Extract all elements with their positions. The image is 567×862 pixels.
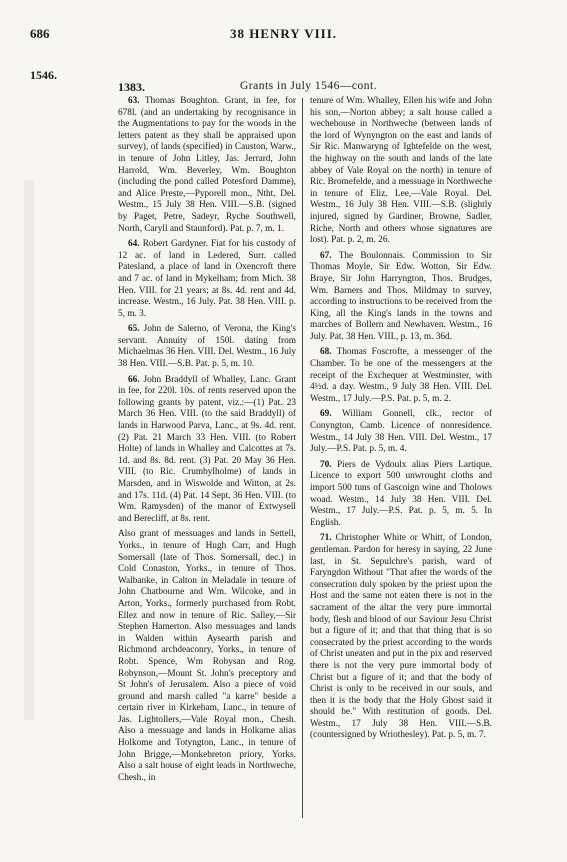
page-header bbox=[0, 26, 567, 42]
entry-text: John Braddyll of Whalley, Lanc. Grant in fee, for 220l. 10s. of rents reserved upon the following grants by patent, viz.:—(1) Pat. 23 March 36 Hen. VIII. (to the said Braddyll) of lands in Harwood Parva, Lanc., at 9s. 4d. rent. (2) Pat. 21 March 33 Hen. VIII. (to Robert Holte) of lands in Whalley and Calcottes at 7s. 1d. and 8s. 8d. rent. (3) Pat. 20 May 36 Hen. VIII. (to Ric. Crumbylholme) of lands in Marsden, and in Wiswolde and Witton, at 2s. and 17s. 11d. (4) Pat. 14 Sept. 36 Hen. VIII. (to Wm. Ramysden) of the manor of Extwysell and Berecliff, at 8s. rent. bbox=[118, 374, 296, 524]
entry-text: Thomas Foscrofte, a messenger of the Chamber. To be one of the messengers at the receipt of the Exchequer at Westminster, with 4½d. a day. Westm., 9 July 38 Hen. VIII. Del. Westm., 17 July.—P.S. Pat. p. 5, m. 2. bbox=[310, 347, 493, 404]
entry-text: John de Salerno, of Verona, the King's servant. Annuity of 150l. dating from Michaelmas 36 Hen. VIII. Del. Westm., 16 July 38 Hen. VIII.—S.B. Pat. p. 5, m. 10. bbox=[118, 324, 297, 370]
entry-number: 69. bbox=[320, 409, 332, 420]
watermark-stamp bbox=[22, 180, 36, 720]
entry-text: Also grant of messuages and lands in Settell, Yorks., in tenure of Hugh Carr, and Hugh Somersall (late of Thos. Somersall, dec.) in Cold Conaston, Yorks., in tenure of Thos. Walbanke, in Calton in Meladale in tenure of John Chatbourne and Wm. Wilcoke, and in Arton, Yorks., formerly purchased from Robt. Ellez and now in tenure of Ric. Salley,—Sir Stephen Hamerton. Also messuages and lands in Walden within Aysearth parish and Richmond archdeaconry, Yorks., in tenure of Robt. Spence, Wm Robysan and Rog. Robynson,—Mount St. John's preceptory and St John's of Jerusalem. Also a piece of void ground and marsh called "a karre" beside a certain river in Kirkeham, Lanc., in tenure of Jas. Lightollers,—Vale Royal mon., Chesh. Also a messuage and lands in Holkame alias Holkome and Totyngton, Lanc., in tenure of John Brigge,—Monkebreton priory, Yorks. Also a salt house of eight leads in Northweche, Chesh., in bbox=[118, 529, 296, 783]
entry-paragraph bbox=[310, 96, 492, 247]
entry-paragraph bbox=[118, 96, 296, 235]
entry-text: The Boulonnais. Commission to Sir Thomas Moyle, Sir Edw. Wotton, Sir Edw. Braye, Sir John Harryngton, Thos. Brudges, Wm. Barners and Thos. Mildmay to survey, according to instructions to be received from the King, all the King's lands in the towns and marches of Bollern and Newhaven. Westm., 16 July. Pat. 38 Hen. VIII., p. 13, m. 36d. bbox=[310, 250, 492, 342]
right-column bbox=[310, 96, 492, 746]
entry-paragraph bbox=[118, 324, 296, 370]
entry-paragraph bbox=[310, 533, 492, 742]
entry-number: 70. bbox=[320, 459, 332, 470]
entry-text: tenure of Wm. Whalley, Ellen his wife and John his son,—Norton abbey; a salt house called a wechehouse in Northweche (between lands of the lord of Wynyngton on the east and lands of Sir Ric. Manwaryng of Ightefelde on the west, the highway on the south and lands of the late abbey of Vale Royal on the north) in tenure of Ric. Bromefelde, and a messuage in Northweche in tenure of Eliz. Lee,—Vale Royal. Del. Westm., 16 July 38 Hen. VIII.—S.B. (slightly injured, signed by Gardiner, Browne, Sadler, Riche, North and others whose signatures are lost). Pat. p. 2, m. 26. bbox=[310, 96, 492, 246]
document-number: 1383. bbox=[118, 80, 145, 94]
entry-paragraph bbox=[310, 251, 492, 344]
entry-number: 63. bbox=[128, 96, 140, 106]
entry-paragraph bbox=[310, 409, 492, 455]
entry-paragraph bbox=[310, 347, 492, 405]
section-title: Grants in July 1546—cont. bbox=[240, 80, 378, 92]
entry-number: 64. bbox=[128, 239, 140, 250]
entry-text: William Gonnell, clk., rector of Conyngton, Camb. Licence of nonresidence. Westm., 14 July 38 Hen. VIII. Del. Westm., 17 July.—P.S. Pat. p. 5, m. 4. bbox=[310, 409, 493, 455]
column-divider bbox=[302, 98, 303, 818]
entry-number: 67. bbox=[320, 250, 332, 261]
running-title: 38 HENRY VIII. bbox=[229, 26, 338, 41]
entry-text: Piers de Vydoulx alias Piers Lartique. Licence to export 500 unwrought cloths and import 500 tuns of Gascoign wine and Tholows woad. Westm., 14 July 38 Hen. VIII. Del. Westm., 17 July.—P.S. Pat. p. 5, m. 5. In English. bbox=[310, 459, 492, 528]
entry-number: 71. bbox=[320, 533, 332, 544]
entry-text: Thomas Boughton. Grant, in fee, for 678l. (and an undertaking by recognisance in the Augmentations to pay for the woods in the letters patent as they shall be appraised upon survey), of lands (specified) in Causton, Warw., in tenure of John Litley, Jas. Jerrard, John Harrold, Wm. Beverley, Wm. Boughton (including the pond called Potesford Damme), and Alice Preste,—Pyporell mon., Ntht. Del. Westm., 15 July 38 Hen. VIII.—S.B. (signed by Paget, Petre, Sadeyr, Ryche Southwell, North, Caryll and Staunford). Pat. p. 7, m. 1. bbox=[118, 96, 297, 234]
entry-number: 68. bbox=[320, 347, 332, 358]
entry-text: Christopher White or Whitt, of London, gentleman. Pardon for heresy in saying, 22 June last, in St. Sepulchre's parish, ward of Faryngdon Without "That after the words of the consecration duly spoken by the priest upon the Host and the same not eaten there is not in the sacrament of the altar the very pure immortal body, flesh and blood of our Saviour Jesu Christ but a figure of it; and that that thing that is so consecrated by the priest according to the words of Christ uneaten and put in the pix and reserved there is not the very pure immortal body of Christ but a figure of it; and that the body of Christ is only to be received in our souls, and then it is the body that the Holy Ghost said it should be." With restitution of goods. Del. Westm., 17 July 38 Hen. VIII.—S.B. (countersigned by Wriothesley). Pat. p. 5, m. 7. bbox=[310, 533, 492, 741]
left-column bbox=[118, 96, 296, 788]
entry-paragraph bbox=[118, 239, 296, 320]
entry-text: Robert Gardyner. Fiat for his custody of 12 ac. of land in Ledered, Surr. called Patesland, a place of land in Oxencroft there and 7 ac. of land in Mykelham; from Mich. 38 Hen. VIII. for 21 years; at 8s. 4d. rent and 4d. increase. Westm., 16 July. Pat. 38 Hen. VIII. p. 5, m. 3. bbox=[118, 239, 297, 319]
entry-paragraph bbox=[310, 460, 492, 530]
page-number: 686 bbox=[30, 26, 50, 41]
year-marginal: 1546. bbox=[30, 68, 57, 82]
entry-paragraph bbox=[118, 375, 296, 526]
entry-number: 66. bbox=[128, 374, 140, 385]
entry-paragraph bbox=[118, 529, 296, 784]
entry-number: 65. bbox=[128, 324, 140, 335]
